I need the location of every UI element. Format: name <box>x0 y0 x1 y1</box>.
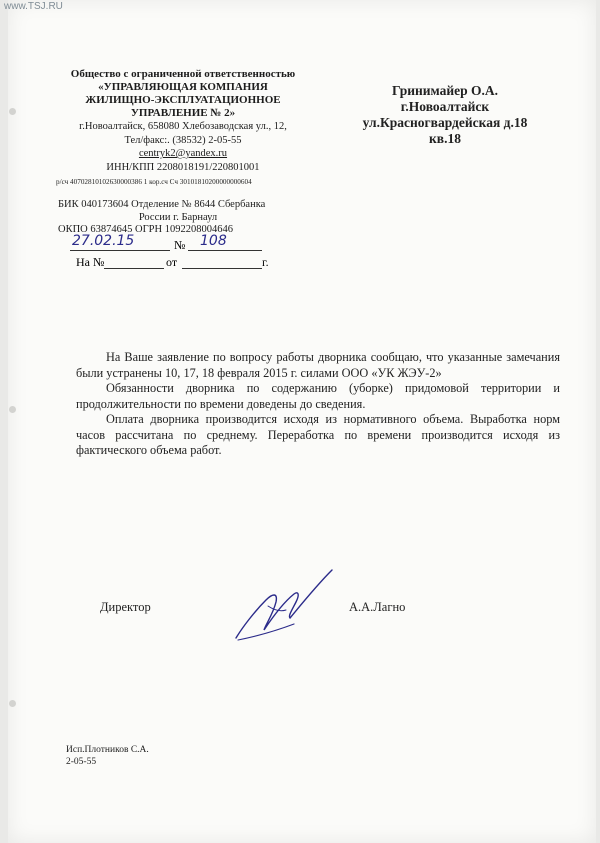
bank-bik: БИК 040173604 Отделение № 8644 Сбербанка <box>58 199 266 210</box>
bank-block <box>58 199 298 237</box>
recipient-block <box>340 83 550 147</box>
body-paragraph-3: Оплата дворника производится исходя из нормативного объема. Выработка норм часов рассчитана по среднему. Переработка по времени производится исходя из фактического объема работ. <box>76 412 560 457</box>
registration-date: 27.02.15 <box>72 233 135 249</box>
bank-city: России г. Барнаул <box>138 211 218 223</box>
sender-inn: ИНН/КПП 2208018191/220801001 <box>106 161 260 173</box>
director-name: А.А.Лагно <box>349 600 406 614</box>
handwritten-signature <box>228 566 338 646</box>
recipient-city: г.Новоалтайск <box>400 99 490 114</box>
number-underline <box>188 250 262 251</box>
org-line2: «УПРАВЛЯЮЩАЯ КОМПАНИЯ <box>98 81 268 93</box>
org-line1: Общество с ограниченной ответственностью <box>70 68 296 80</box>
sender-phone: Тел/факс:. (38532) 2-05-55 <box>124 134 242 146</box>
ref-number-underline <box>104 268 164 269</box>
punch-hole <box>9 108 16 115</box>
org-line3: ЖИЛИЩНО-ЭКСПЛУАТАЦИОННОЕ <box>85 94 281 106</box>
org-line4: УПРАВЛЕНИЕ № 2» <box>130 107 236 119</box>
sender-address: г.Новоалтайск, 658080 Хлебозаводская ул., 12, <box>79 121 287 132</box>
letter-body <box>76 350 560 459</box>
executor-name: Исп.Плотников С.А. <box>66 745 149 755</box>
ref-date-underline <box>182 268 262 269</box>
watermark: www.TSJ.RU <box>4 1 63 12</box>
sender-account: р/сч 40702810102630000386 1 кор.сч Сч 30101810200000000604 <box>56 178 252 186</box>
punch-hole <box>9 406 16 413</box>
recipient-street: ул.Красногвардейская д.18 <box>362 115 528 130</box>
sender-email[interactable]: centryk2@yandex.ru <box>138 148 228 159</box>
registration-number: 108 <box>200 233 227 249</box>
body-paragraph-2: Обязанности дворника по содержанию (уборке) придомовой территории и продолжительности по времени доведены до сведения. <box>76 381 560 411</box>
okpo-ogrn: ОКПО 63874645 ОГРН 1092208004646 <box>58 224 233 235</box>
ref-label: На № <box>76 255 105 269</box>
number-label: № <box>174 238 186 252</box>
ref-year-suffix: г. <box>262 255 269 269</box>
executor-phone: 2-05-55 <box>66 757 97 767</box>
executor-block <box>66 744 149 768</box>
recipient-apartment: кв.18 <box>429 131 461 146</box>
sender-block <box>58 68 308 174</box>
ref-from-label: от <box>166 255 178 269</box>
director-title: Директор <box>100 600 151 614</box>
date-underline <box>70 250 170 251</box>
punch-hole <box>9 700 16 707</box>
recipient-name: Гринимайер О.А. <box>391 83 499 98</box>
body-paragraph-1: На Ваше заявление по вопросу работы дворника сообщаю, что указанные замечания были устранены 10, 17, 18 февраля 2015 г. силами ООО «УК ЖЭУ-2» <box>76 350 560 380</box>
